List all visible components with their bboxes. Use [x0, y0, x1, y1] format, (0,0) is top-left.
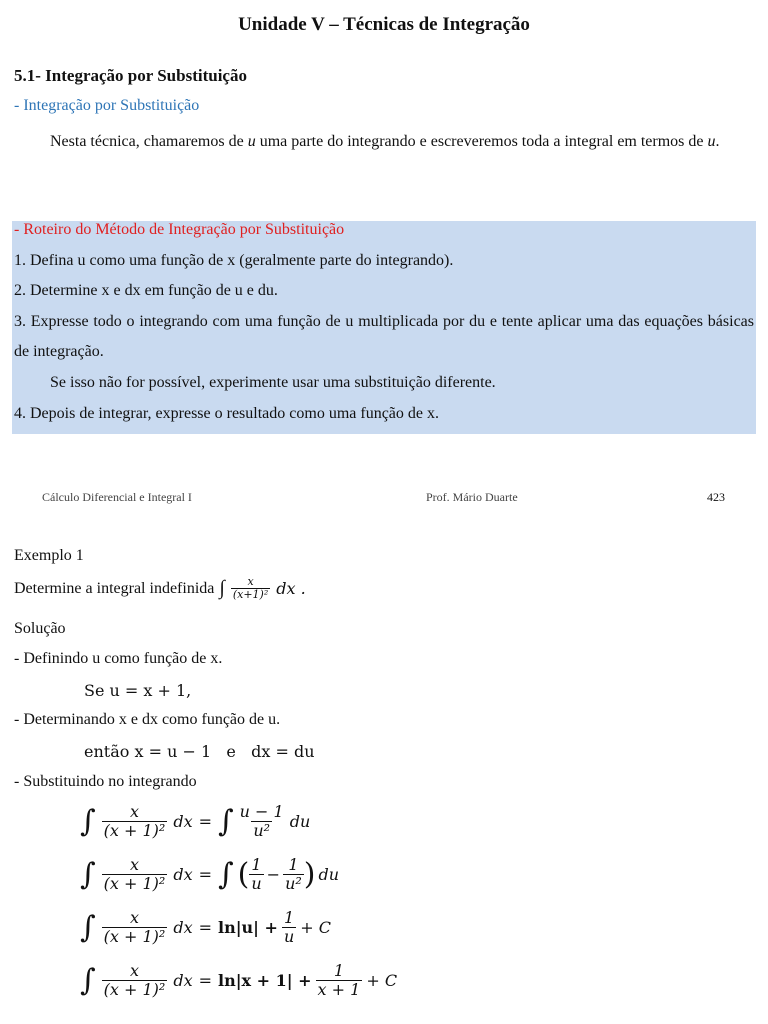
eq2-integral-lhs: ∫: [80, 856, 96, 892]
intro-part2: uma parte do integrando e escreveremos toda a integral em termos de: [255, 133, 708, 150]
step-determine: - Determinando x e dx como função de u.: [14, 711, 281, 728]
eq2-frac-b-num: 1: [288, 855, 299, 874]
equation-4: [80, 962, 397, 998]
eq1-du: du: [289, 811, 311, 831]
eq4-plus-c: + C: [366, 970, 398, 990]
page-title: Unidade V – Técnicas de Integração: [238, 14, 530, 35]
example-title: Exemplo 1: [14, 547, 84, 564]
eq2-frac-b-den: u²: [285, 873, 302, 893]
eq3-lhs-fraction: [102, 909, 168, 945]
roteiro-step-4: 4. Depois de integrar, expresse o resultado como uma função de x.: [14, 405, 439, 422]
eq2-paren-close: ): [303, 856, 316, 892]
eq1-lhs-fraction: [102, 803, 168, 839]
eq1-dx: dx: [173, 811, 193, 831]
eq4-rhs-num: 1: [333, 961, 345, 980]
eq2-frac-a-num: 1: [251, 855, 262, 874]
eq3-equals: =: [198, 917, 212, 937]
step-define: - Definindo u como função de x.: [14, 650, 223, 667]
roteiro-step-2: 2. Determine x e dx em função de u e du.: [14, 282, 278, 299]
substitution-se: Se u = x + 1,: [84, 681, 192, 700]
roteiro-step-3-note: Se isso não for possível, experimente usar uma substituição diferente.: [50, 374, 496, 391]
eq3-rhs-num: 1: [284, 908, 295, 927]
intro-part3: .: [715, 133, 720, 150]
intro-paragraph: [14, 127, 754, 157]
eq2-minus: −: [266, 864, 281, 884]
eq1-integral-lhs: ∫: [80, 803, 96, 839]
equation-1: [80, 803, 310, 839]
statement-frac-num: x: [247, 575, 254, 588]
eq4-rhs-den: x + 1: [317, 979, 361, 999]
statement-end: dx .: [276, 579, 306, 599]
integral-sign: ∫: [219, 577, 225, 600]
eq1-equals: =: [198, 811, 212, 831]
eq2-lhs-fraction: [102, 856, 168, 892]
footer-course: Cálculo Diferencial e Integral I: [42, 490, 192, 504]
statement-frac-den: (x+1)²: [232, 588, 269, 602]
eq2-lhs-den: (x + 1)²: [103, 873, 166, 893]
eq2-frac-b: [283, 856, 304, 892]
intro-part1: Nesta técnica, chamaremos de: [50, 133, 248, 150]
eq3-lhs-den: (x + 1)²: [103, 926, 166, 946]
roteiro-step-3: 3. Expresse todo o integrando com uma função de u multiplicada por du e tente aplicar uma das equações básicas de integração.: [14, 313, 754, 360]
eq4-dx: dx: [173, 970, 193, 990]
roteiro-step-1: 1. Defina u como uma função de x (geralmente parte do integrando).: [14, 252, 454, 269]
eq2-integral-rhs: ∫: [218, 856, 234, 892]
eq1-integral-rhs: ∫: [218, 803, 234, 839]
eq2-du: du: [318, 864, 340, 884]
var-u: u: [247, 133, 256, 150]
section-title: 5.1- Integração por Substituição: [14, 66, 247, 85]
eq3-rhs-fraction: [282, 909, 296, 945]
eq4-rhs-ln: ln|x + 1| +: [218, 970, 312, 990]
section-subtitle: - Integração por Substituição: [14, 97, 200, 114]
eq4-equals: =: [198, 970, 212, 990]
eq2-dx: dx: [173, 864, 193, 884]
eq4-lhs-den: (x + 1)²: [103, 979, 166, 999]
eq1-rhs-den: u²: [253, 820, 271, 840]
eq1-rhs-fraction: [238, 803, 286, 839]
eq2-frac-a-den: u: [251, 873, 262, 893]
var-u-end: u: [707, 133, 716, 150]
eq4-rhs-fraction: [316, 962, 363, 998]
eq4-integral-lhs: ∫: [80, 962, 96, 998]
statement-fraction: [231, 576, 270, 601]
eq3-lhs-num: x: [129, 908, 139, 927]
eq2-lhs-num: x: [129, 855, 139, 874]
eq4-lhs-fraction: [102, 962, 168, 998]
equation-3: [80, 909, 331, 945]
eq1-lhs-num: x: [129, 802, 139, 821]
equation-2: [80, 856, 339, 892]
eq3-dx: dx: [173, 917, 193, 937]
eq1-lhs-den: (x + 1)²: [103, 820, 166, 840]
eq3-rhs-ln: ln|u| +: [218, 917, 278, 937]
example-statement: [14, 576, 306, 601]
eq4-lhs-num: x: [129, 961, 139, 980]
roteiro-heading: - Roteiro do Método de Integração por Substituição: [14, 221, 345, 238]
solution-label: Solução: [14, 620, 66, 637]
eq3-integral-lhs: ∫: [80, 909, 96, 945]
statement-text: Determine a integral indefinida: [14, 579, 215, 597]
eq3-plus-c: + C: [300, 917, 332, 937]
eq2-frac-a: [249, 856, 263, 892]
step-substitute: - Substituindo no integrando: [14, 773, 197, 790]
substitution-entao: então x = u − 1 e dx = du: [84, 742, 315, 761]
eq2-paren-open: (: [237, 856, 250, 892]
footer-professor: Prof. Mário Duarte: [426, 490, 518, 504]
footer-page-number: 423: [707, 490, 725, 504]
eq3-rhs-den: u: [283, 926, 295, 946]
eq1-rhs-num: u − 1: [239, 802, 284, 821]
eq2-equals: =: [198, 864, 212, 884]
